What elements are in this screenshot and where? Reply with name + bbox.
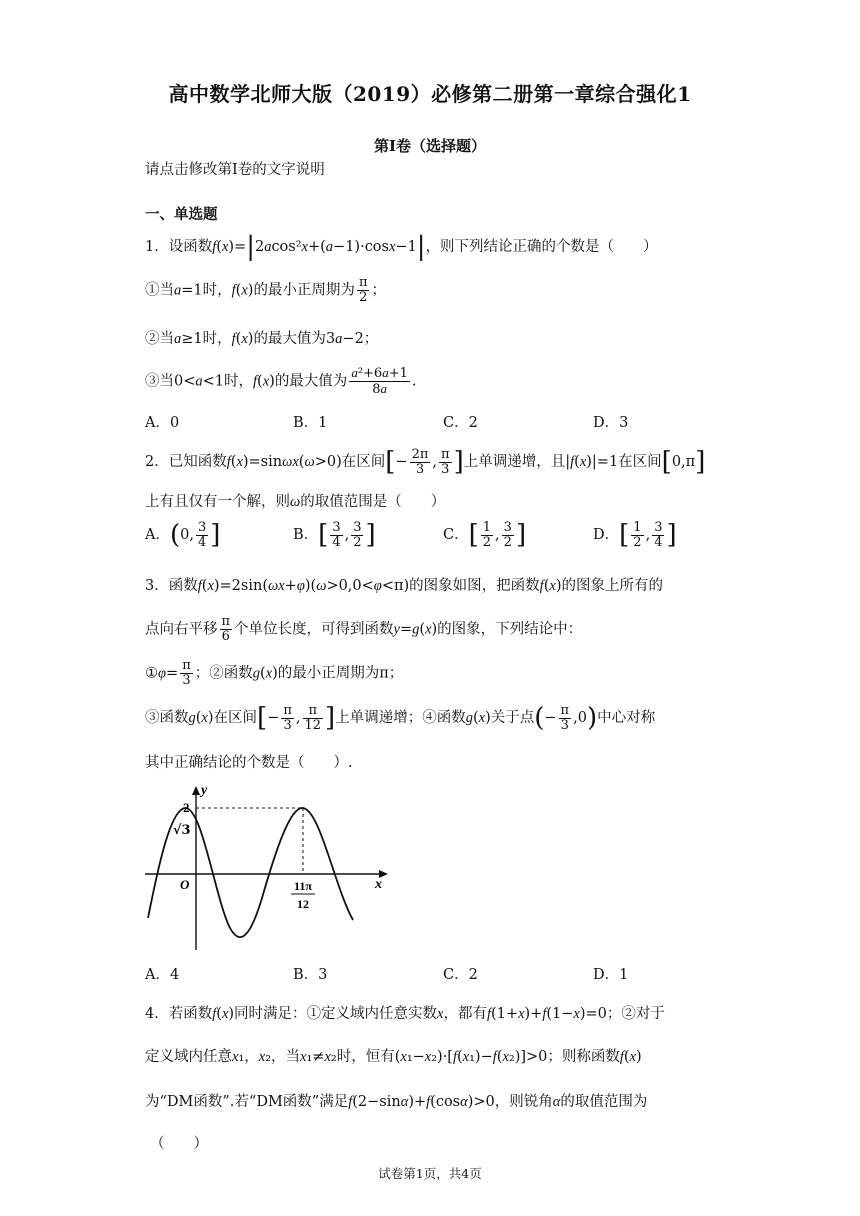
q3-statements-1-2: ①φ= $\frac{\pi}{3}$ ；②函数g(x)的最小正周期为π； (145, 658, 404, 688)
q2-option-b[interactable]: B．[ $\frac{3}{4}$ , $\frac{3}{2}$ ] (293, 519, 376, 550)
q4-line-2: 定义域内任意x₁，x₂，当x₁≠x₂时，恒有(x₁−x₂)·[f(x₁)−f(x₂)]>0；则称函数f(x) (145, 1049, 642, 1065)
q2-option-d[interactable]: D．[ $\frac{1}{2}$ , $\frac{3}{4}$ ] (593, 519, 677, 550)
q4-line-1: 4．若函数f(x)同时满足：①定义域内任意实数x，都有f(1+x)+f(1−x)=0；②对于 (145, 1006, 665, 1022)
q1-stem: 1．设函数f(x)=|2acos²x+(a−1)·cosx−1|，则下列结论正确的个数是（ ） (145, 232, 658, 262)
q2-stem-line1: 2．已知函数f(x)=sinωx(ω>0)在区间[− $\frac{2\pi}{3}$ , $\frac{\pi}{3}$ ]上单调递增，且|f(x)|=1在区间[0,π] (145, 446, 706, 477)
tick-label-2: 2 (183, 800, 190, 815)
page-footer: 试卷第1页，共4页 (378, 1166, 482, 1181)
q3-stem-line1: 3．函数f(x)=2sin(ωx+φ)(ω>0,0<φ<π)的图象如图，把函数f(x)的图象上所有的 (145, 578, 663, 594)
q3-statements-3-4: ③函数g(x)在区间[− $\frac{\pi}{3}$ , $\frac{\pi}{12}$ ]上单调递增；④函数g(x)关于点(− $\frac{\pi}{3}$ ,0)中心对称 (145, 702, 656, 733)
q1-statement-1: ①当a=1时，f(x)的最小正周期为 $\frac{\pi}{2}$ ； (145, 275, 386, 305)
q1-statement-3: ③当0<a<1时，f(x)的最大值为 $\frac{\text{a²+6a+1}}{8a}$ . (145, 365, 417, 397)
y-axis-arrow-icon (192, 786, 200, 795)
x-axis-label: x (375, 877, 382, 892)
q2-stem-line2: 上有且仅有一个解，则ω的取值范围是（ ） (145, 494, 446, 510)
q1-option-a[interactable]: A．0 (145, 415, 180, 431)
q3-function-graph (140, 778, 400, 958)
tick-label-denominator: 12 (297, 897, 309, 911)
section-note[interactable]: 请点击修改第I卷的文字说明 (145, 162, 325, 178)
y-axis-label: y (201, 783, 208, 798)
document-title: 高中数学北师大版（2019）必修第二册第一章综合强化1 (168, 82, 692, 106)
q3-option-a[interactable]: A．4 (145, 967, 180, 983)
q3-option-d[interactable]: D．1 (593, 967, 629, 983)
q1-option-d[interactable]: D．3 (593, 415, 629, 431)
q3-question: 其中正确结论的个数是（ ）. (145, 755, 353, 771)
q1-option-c[interactable]: C．2 (443, 415, 478, 431)
tick-label-numerator: 11π (294, 879, 312, 893)
q4-line-4: （ ） (150, 1136, 208, 1152)
origin-label: O (180, 877, 190, 892)
q3-option-b[interactable]: B．3 (293, 967, 328, 983)
q1-option-b[interactable]: B．1 (293, 415, 328, 431)
q2-option-a[interactable]: A．(0, $\frac{3}{4}$ ] (145, 519, 221, 550)
q4-line-3: 为“DM函数”.若“DM函数”满足f(2−sinα)+f(cosα)>0，则锐角α的取值范围为 (145, 1094, 648, 1110)
section-title: 第I卷（选择题） (373, 137, 487, 155)
q3-option-c[interactable]: C．2 (443, 967, 478, 983)
part-heading: 一、单选题 (145, 206, 218, 223)
q3-stem-line2: 点向右平移 $\frac{\pi}{6}$ 个单位长度，可得到函数y=g(x)的图象，下列结论中： (145, 614, 583, 644)
q1-statement-2: ②当a≥1时，f(x)的最大值为3a−2； (145, 331, 379, 347)
q2-option-c[interactable]: C．[ $\frac{1}{2}$ , $\frac{3}{2}$ ] (443, 519, 527, 550)
tick-label-sqrt3: √3 (173, 823, 191, 838)
